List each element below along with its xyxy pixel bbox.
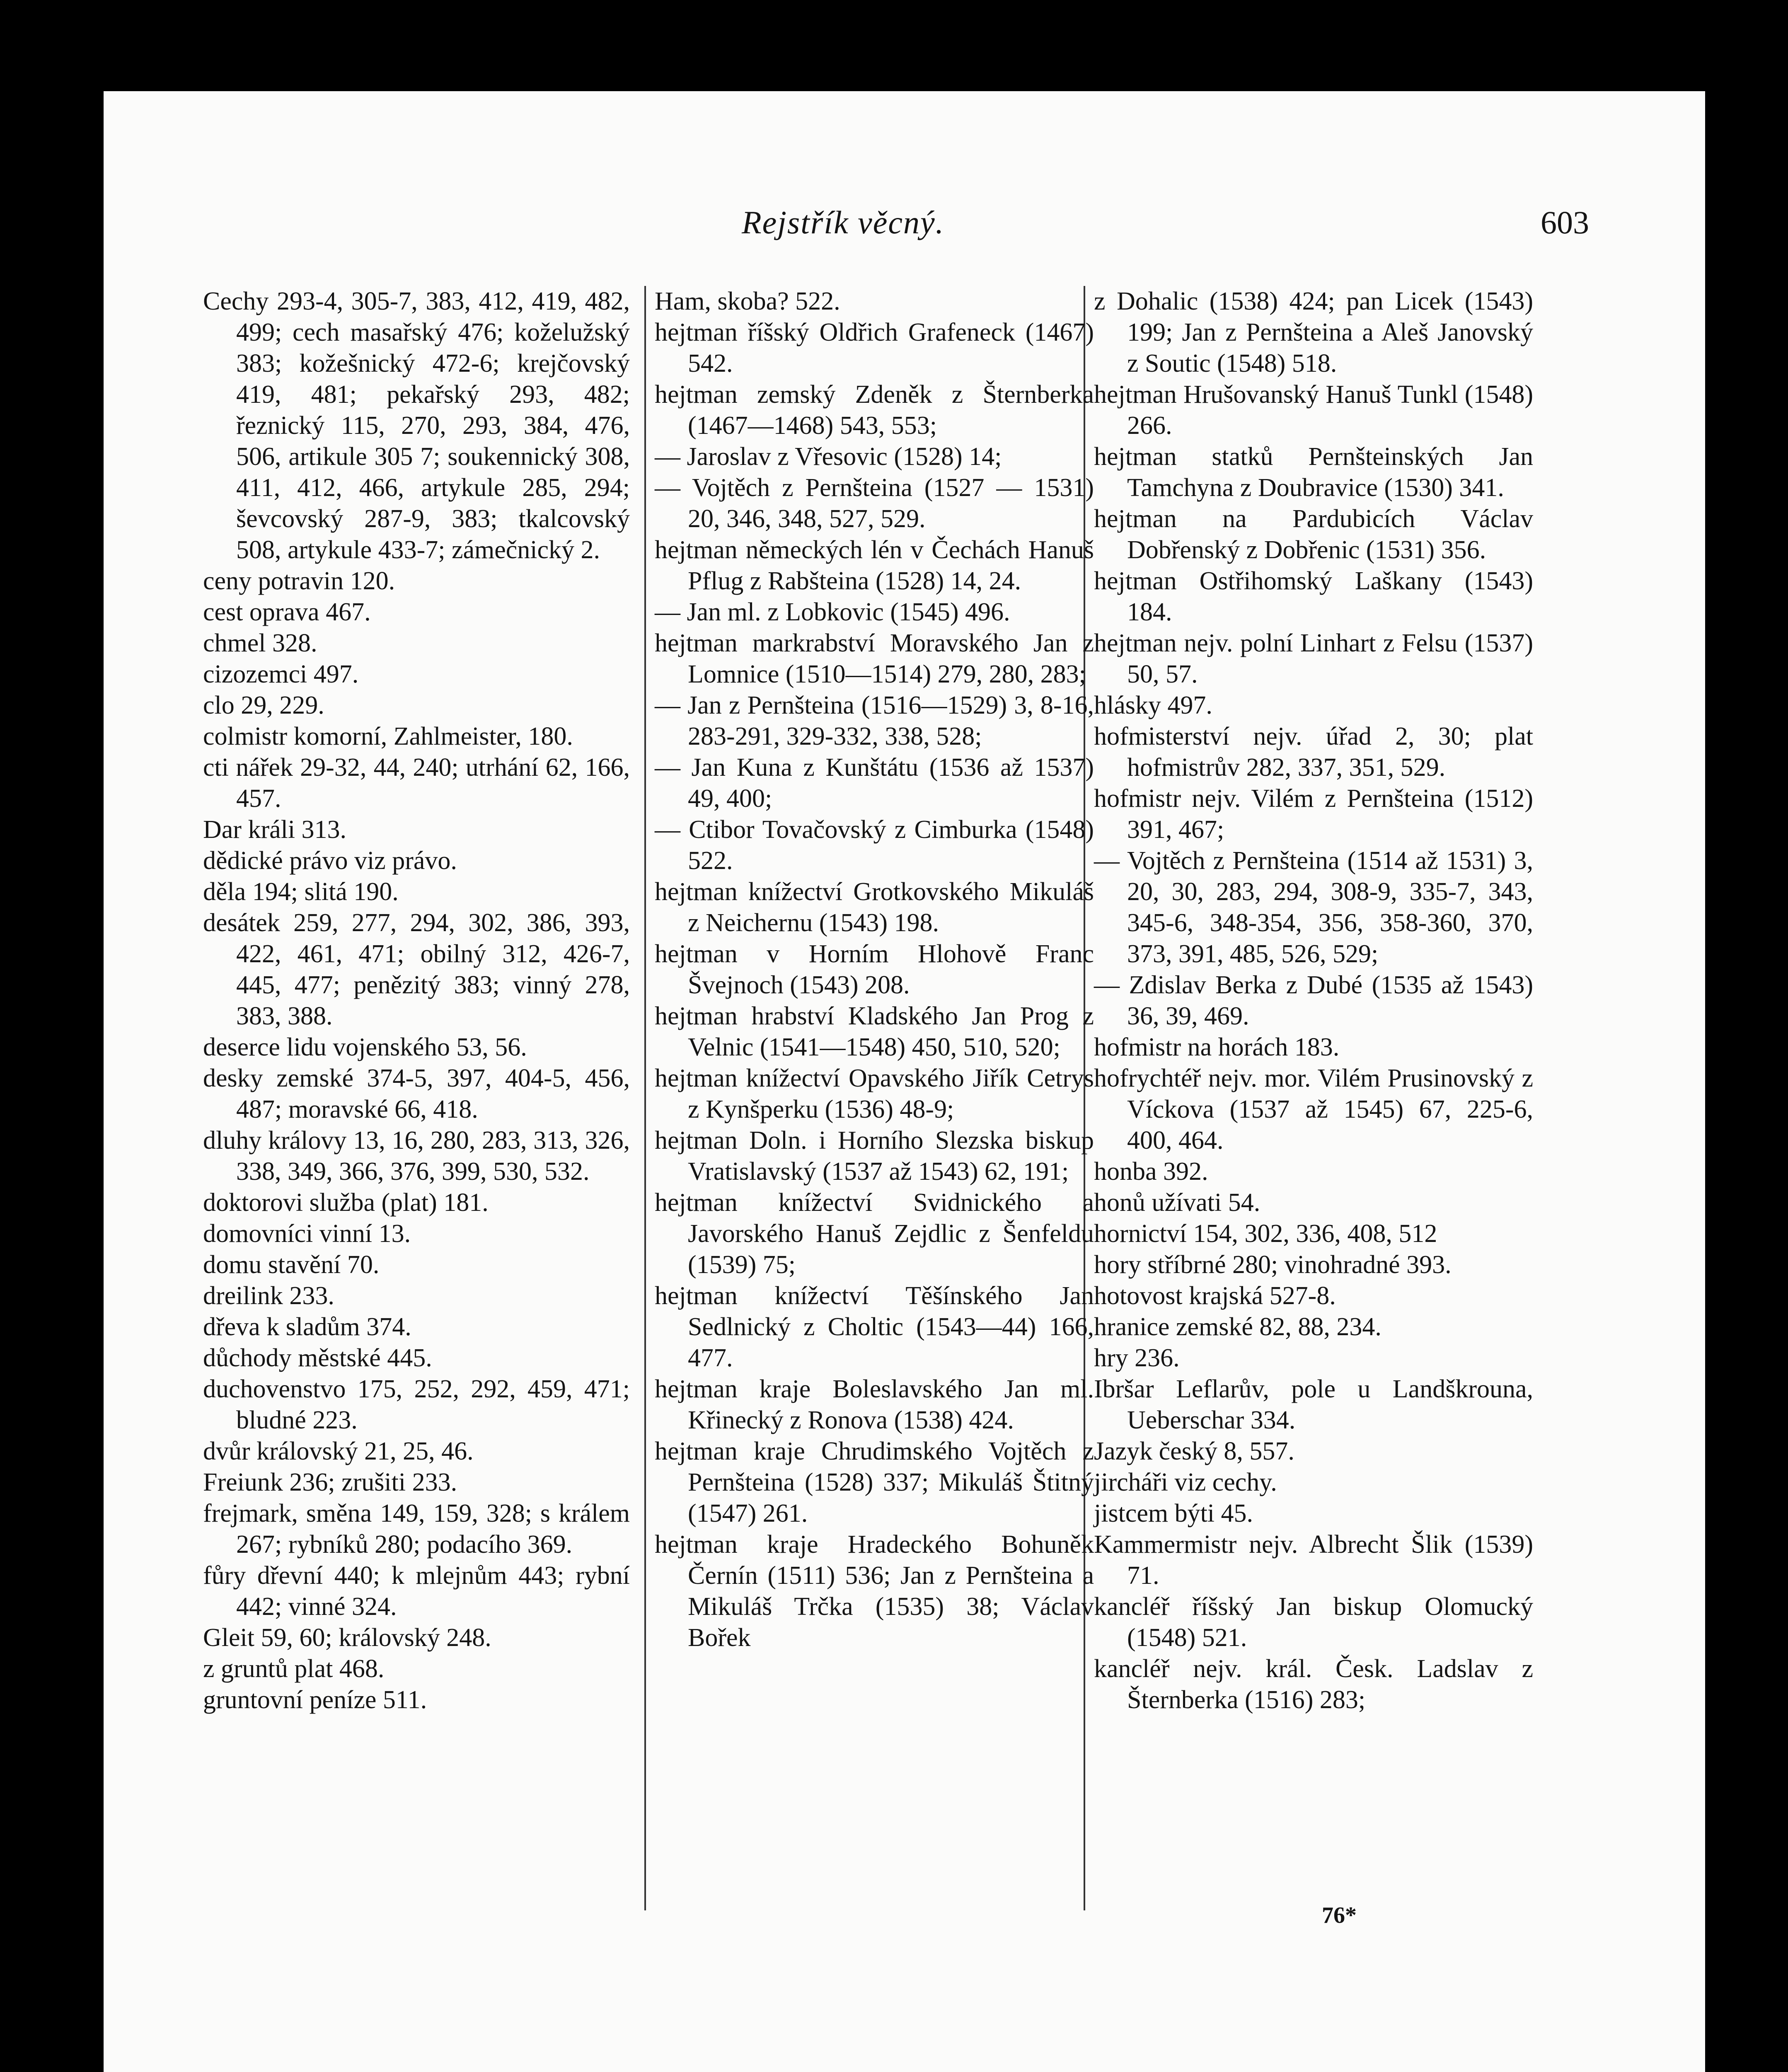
index-entry: hejtman na Pardubicích Václav Dobřenský z Dobřenic (1531) 356. [1094, 505, 1533, 564]
index-entry: jircháři viz cechy. [1094, 1468, 1277, 1496]
index-entry: hlásky 497. [1094, 691, 1212, 719]
index-entry: hejtman knížectví Svidnického a Javorského Hanuš Zejdlic z Šenfeldu (1539) 75; [655, 1188, 1094, 1279]
page-number: 603 [1541, 204, 1589, 240]
index-entry: hejtman knížectví Těšínského Jan Sedlnický z Choltic (1543—44) 166, 477. [655, 1282, 1094, 1372]
index-entry: hofmisterství nejv. úřad 2, 30; plat hofmistrův 282, 337, 351, 529. [1094, 722, 1533, 782]
index-entry: fůry dřevní 440; k mlejnům 443; rybní 442; vinné 324. [203, 1561, 630, 1621]
index-entry: dluhy královy 13, 16, 280, 283, 313, 326, 338, 349, 366, 376, 399, 530, 532. [203, 1126, 630, 1186]
index-entry: Cechy 293-4, 305-7, 383, 412, 419, 482, 499; cech masařský 476; koželužský 383; kožešnický 472-6; krejčovský 419, 481; pekařský 293, 482; řeznický 115, 270, 293, 384, 476, 506, artikule 305 7; soukennický 308, 411, 412, 466, artykule 285, 294; ševcovský 287-9, 383; tkalcovský 508, artykule 433-7; zámečnický 2. [203, 287, 630, 564]
index-entry: dřeva k sladům 374. [203, 1313, 411, 1341]
index-entry: cest oprava 467. [203, 598, 371, 626]
index-entry: děla 194; slitá 190. [203, 878, 399, 906]
index-entry: dědické právo viz právo. [203, 847, 457, 875]
index-entry: kancléř říšský Jan biskup Olomucký (1548) 521. [1094, 1593, 1533, 1652]
book-page [104, 91, 1705, 2072]
index-entry: hofrychtéř nejv. mor. Vilém Prusinovský z Víckova (1537 až 1545) 67, 225-6, 400, 464. [1094, 1064, 1533, 1155]
index-entry: — Jan ml. z Lobkovic (1545) 496. [655, 598, 1010, 626]
index-entry: Dar králi 313. [203, 816, 347, 844]
index-entry: Ibršar Leflarův, pole u Landškrouna, Ueberschar 334. [1094, 1375, 1533, 1434]
index-entry: hofmistr na horách 183. [1094, 1033, 1340, 1061]
index-entry: duchovenstvo 175, 252, 292, 459, 471; bludné 223. [203, 1375, 630, 1434]
index-entry: desátek 259, 277, 294, 302, 386, 393, 422, 461, 471; obilný 312, 426-7, 445, 477; penězitý 383; vinný 278, 383, 388. [203, 909, 630, 1030]
index-entry: cti nářek 29-32, 44, 240; utrhání 62, 166, 457. [203, 753, 630, 813]
index-entry: hejtman říšský Oldřich Grafeneck (1467) 542. [655, 318, 1094, 378]
index-entry: z Dohalic (1538) 424; pan Licek (1543) 199; Jan z Pernšteina a Aleš Janovský z Soutic (1548) 518. [1094, 287, 1533, 378]
index-entry: colmistr komorní, Zahlmeister, 180. [203, 722, 573, 750]
index-entry: jistcem býti 45. [1094, 1499, 1253, 1527]
index-entry: hejtman knížectví Grotkovského Mikuláš z Neichernu (1543) 198. [655, 878, 1094, 937]
index-entry: hory stříbrné 280; vinohradné 393. [1094, 1251, 1452, 1279]
index-entry: honů užívati 54. [1094, 1188, 1261, 1217]
index-entry: hejtman kraje Boleslavského Jan ml. Křinecký z Ronova (1538) 424. [655, 1375, 1094, 1434]
index-entry: Freiunk 236; zrušiti 233. [203, 1468, 457, 1496]
index-entry: hofmistr nejv. Vilém z Pernšteina (1512) 391, 467; [1094, 784, 1533, 844]
index-entry: frejmark, směna 149, 159, 328; s králem 267; rybníků 280; podacího 369. [203, 1499, 630, 1559]
index-entry: ceny potravin 120. [203, 567, 395, 595]
index-entry: hejtman Hrušovanský Hanuš Tunkl (1548) 266. [1094, 380, 1533, 440]
index-column-2 [655, 286, 1094, 1653]
index-entry: hejtman markrabství Moravského Jan z Lomnice (1510—1514) 279, 280, 283; [655, 629, 1094, 688]
index-entry: Gleit 59, 60; královský 248. [203, 1624, 491, 1652]
index-entry: hotovost krajská 527-8. [1094, 1282, 1336, 1310]
index-column-3 [1094, 286, 1533, 1716]
index-entry: hejtman nejv. polní Linhart z Felsu (1537) 50, 57. [1094, 629, 1533, 688]
index-entry: důchody městské 445. [203, 1344, 432, 1372]
index-entry: gruntovní peníze 511. [203, 1686, 427, 1714]
index-entry: — Jan Kuna z Kunštátu (1536 až 1537) 49, 400; [655, 753, 1094, 813]
index-entry: hejtman v Horním Hlohově Franc Švejnoch (1543) 208. [655, 940, 1094, 999]
index-entry: hranice zemské 82, 88, 234. [1094, 1313, 1382, 1341]
index-entry: Jazyk český 8, 557. [1094, 1437, 1294, 1465]
index-entry: honba 392. [1094, 1157, 1208, 1186]
index-entry: hejtman kraje Chrudimského Vojtěch z Pernšteina (1528) 337; Mikuláš Štitný (1547) 261. [655, 1437, 1094, 1527]
index-entry: Kammermistr nejv. Albrecht Šlik (1539) 71. [1094, 1530, 1533, 1590]
index-entry: desky zemské 374-5, 397, 404-5, 456, 487; moravské 66, 418. [203, 1064, 630, 1123]
index-entry: — Zdislav Berka z Dubé (1535 až 1543) 36, 39, 469. [1094, 971, 1533, 1030]
index-entry: hejtman hrabství Kladského Jan Prog z Velnic (1541—1548) 450, 510, 520; [655, 1002, 1094, 1061]
index-entry: domu stavění 70. [203, 1251, 380, 1279]
index-entry: kancléř nejv. král. Česk. Ladslav z Šternberka (1516) 283; [1094, 1655, 1533, 1714]
index-entry: — Vojtěch z Pernšteina (1514 až 1531) 3, 20, 30, 283, 294, 308-9, 335-7, 343, 345-6, 348-354, 356, 358-360, 370, 373, 391, 485, 526, 529; [1094, 847, 1533, 968]
column-divider [644, 286, 646, 1910]
index-entry: — Jaroslav z Vřesovic (1528) 14; [655, 443, 1002, 471]
index-entry: hejtman kraje Hradeckého Bohuněk Černín (1511) 536; Jan z Pernšteina a Mikuláš Trčka (1535) 38; Václav Bořek [655, 1530, 1094, 1652]
index-entry: hry 236. [1094, 1344, 1180, 1372]
index-entry: hejtman statků Pernšteinských Jan Tamchyna z Doubravice (1530) 341. [1094, 443, 1533, 502]
index-entry: hejtman knížectví Opavského Jiřík Cetrys z Kynšperku (1536) 48-9; [655, 1064, 1094, 1123]
index-entry: — Jan z Pernšteina (1516—1529) 3, 8-16, 283-291, 329-332, 338, 528; [655, 691, 1094, 750]
running-head: Rejstřík věcný. [742, 204, 945, 240]
index-entry: chmel 328. [203, 629, 317, 657]
index-entry: domovníci vinní 13. [203, 1220, 411, 1248]
index-entry: doktorovi služba (plat) 181. [203, 1188, 489, 1217]
index-column-1 [203, 286, 630, 1716]
index-entry: Ham, skoba? 522. [655, 287, 840, 315]
index-entry: deserce lidu vojenského 53, 56. [203, 1033, 527, 1061]
index-entry: hornictví 154, 302, 336, 408, 512 [1094, 1220, 1437, 1248]
index-entry: — Ctibor Tovačovský z Cimburka (1548) 522. [655, 816, 1094, 875]
index-entry: hejtman německých lén v Čechách Hanuš Pflug z Rabšteina (1528) 14, 24. [655, 536, 1094, 595]
index-entry: hejtman Ostřihomský Laškany (1543) 184. [1094, 567, 1533, 626]
index-entry: hejtman Doln. i Horního Slezska biskup Vratislavský (1537 až 1543) 62, 191; [655, 1126, 1094, 1186]
index-entry: dvůr královský 21, 25, 46. [203, 1437, 474, 1465]
index-entry: dreilink 233. [203, 1282, 334, 1310]
index-entry: hejtman zemský Zdeněk z Šternberka (1467—1468) 543, 553; [655, 380, 1094, 440]
index-entry: z gruntů plat 468. [203, 1655, 385, 1683]
index-entry: cizozemci 497. [203, 660, 359, 688]
index-entry: clo 29, 229. [203, 691, 324, 719]
index-entry: — Vojtěch z Pernšteina (1527 — 1531) 20, 346, 348, 527, 529. [655, 474, 1094, 533]
printer-signature-mark: 76* [1322, 1903, 1357, 1928]
